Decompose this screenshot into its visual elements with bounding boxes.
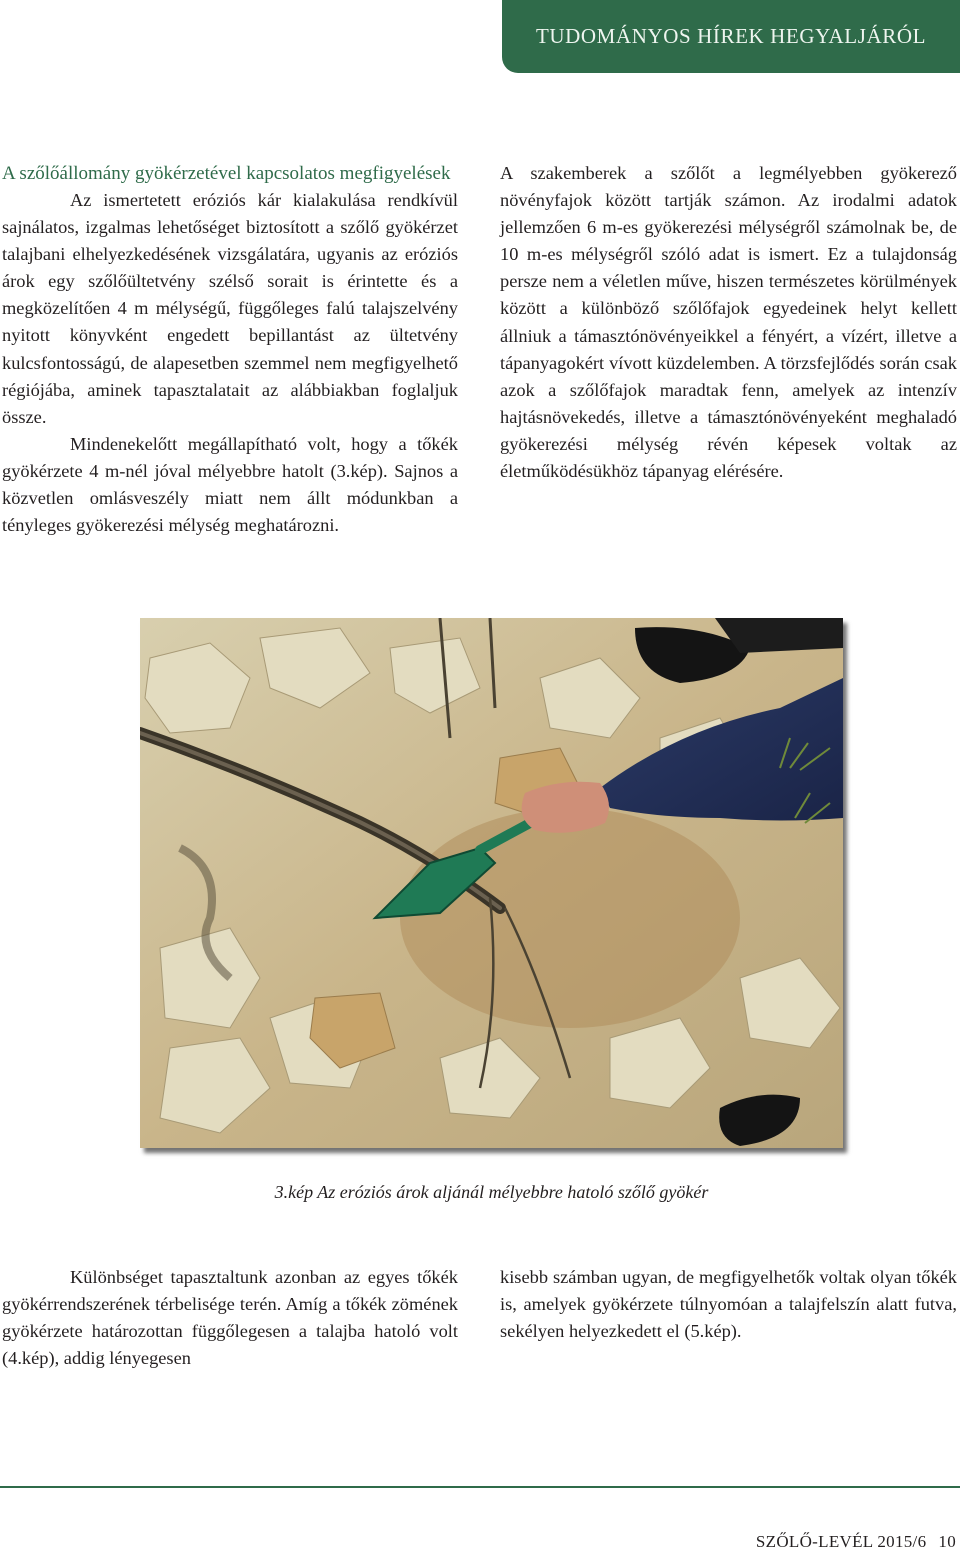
- header-title: TUDOMÁNYOS HÍREK HEGYALJÁRÓL: [535, 24, 927, 48]
- page-number: 10: [938, 1532, 956, 1551]
- journal-issue: SZŐLŐ-LEVÉL 2015/6: [755, 1532, 927, 1551]
- left-column-top: [2, 160, 458, 539]
- right-column-bottom: [500, 1264, 957, 1345]
- paragraph-root-system-right: kisebb számban ugyan, de megfigyelhetők voltak olyan tőkék is, amelyek gyökérzete túlnyomóan a talajfelszín alatt futva, sekélyen helyezkedett el (5.kép).: [500, 1267, 957, 1342]
- left-column-bottom: [2, 1264, 458, 1372]
- figure-photo-soil-roots: [140, 618, 843, 1148]
- section-title: A szőlőállomány gyökérzetével kapcsolatos megfigyelések: [2, 163, 451, 184]
- paragraph-erosion: Az ismertetett eróziós kár kialakulása rendkívül sajnálatos, izgalmas lehetőséget biztosított a szőlő gyökérzet talajbani elhelyezkedésének vizsgálatára, ugyanis az eróziós árok egy szőlőültetvény szélső sorait is érintette és a megközelítően 4 m mélységű, függőleges falú talajszelvény nyitott könyvként engedett bepillantást az ültetvény kulcsfontosságú, de alapesetben szemmel nem megfigyelhető régiójába, aminek tapasztalatait az alábbiakban foglaljuk össze.: [2, 190, 458, 427]
- footer-divider: [0, 1486, 960, 1488]
- running-header: [502, 0, 960, 73]
- right-column-top: [500, 160, 957, 485]
- figure-caption: 3.kép Az eróziós árok aljánál mélyebbre hatoló szőlő gyökér: [274, 1182, 709, 1202]
- paragraph-rooting-depth: A szakemberek a szőlőt a legmélyebben gyökerező növényfajok között tartják számon. Az irodalmi adatok jellemzően 6 m-es gyökerezési mélységről számolnak be, de 10 m-es mélységről szóló adat is ismert. Ez a tulajdonság persze nem a véletlen műve, hiszen természetes körülmények között a különböző szőlőfajok egyedeinek helyt kellett állniuk a támasztónövényeikkel a fényért, a vízért, illetve a tápanyagokért vívott küzdelemben. A törzsfejlődés során csak azok a szőlőfajok maradtak fenn, amelyek az intenzív hajtásnövekedés, illetve a támasztónövényeként meghaladó gyökerezési mélység révén képesek voltak az életműködésükhöz tápanyag elérésére.: [500, 163, 957, 482]
- page-footer: [756, 1532, 956, 1552]
- paragraph-root-system-left: Különbséget tapasztaltunk azonban az egyes tőkék gyökérrendszerének térbelisége terén. Amíg a tőkék zömének gyökérzete határozottan függőlegesen a talajba hatoló volt (4.kép), addig lényegesen: [2, 1267, 458, 1369]
- paragraph-root-depth: Mindenekelőtt megállapítható volt, hogy a tőkék gyökérzete 4 m-nél jóval mélyebbre hatolt (3.kép). Sajnos a közvetlen omlásveszély miatt nem állt módunkban a tényleges gyökerezési mélység meghatározni.: [2, 433, 458, 536]
